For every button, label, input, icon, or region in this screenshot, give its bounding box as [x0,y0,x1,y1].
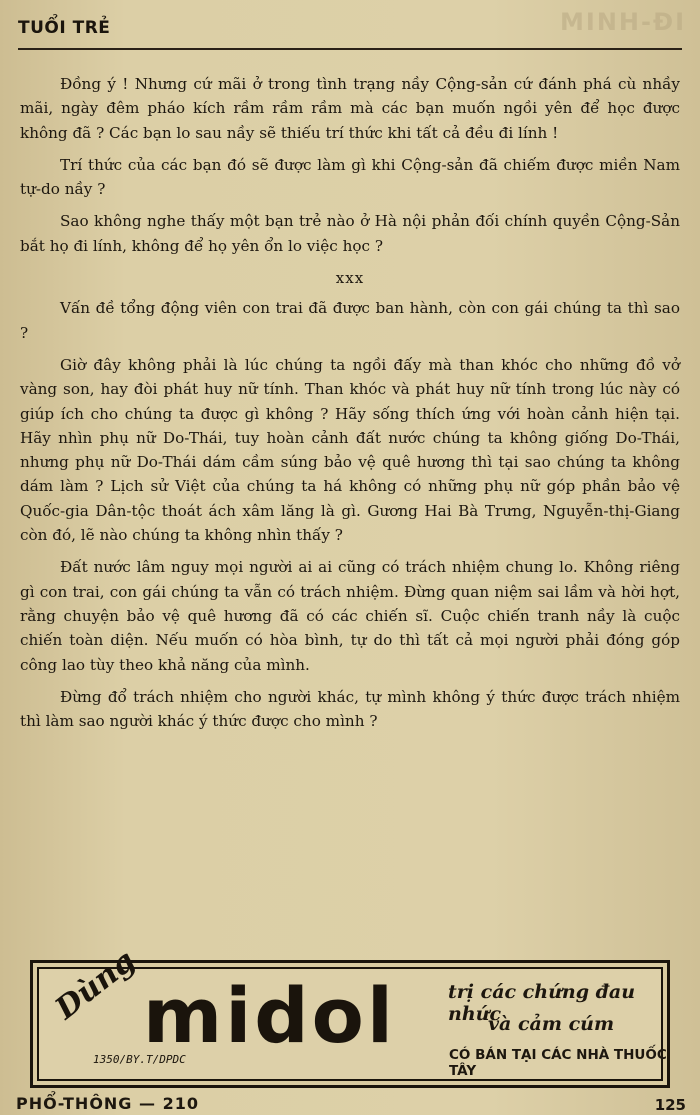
ad-availability: CÓ BÁN TẠI CÁC NHÀ THUỐC TÂY [449,1047,667,1079]
paragraph-2: Trí thức của các bạn đó sẽ được làm gì khi Cộng-sản đã chiếm được miền Nam tự-do nầy ? [20,155,680,199]
header-rule [18,48,682,50]
paragraph-7: Đừng đổ trách nhiệm cho người khác, tự mình không ý thức được trách nhiệm thì làm sao người khác ý thức được cho mình ? [20,687,680,731]
page-number: 125 [654,1096,686,1114]
ad-license-code: 1350/BY.T/DPDC [93,1053,186,1066]
ad-brand-logo: midol [143,971,396,1060]
paragraph-3: Sao không nghe thấy một bạn trẻ nào ở Hà nội phản đối chính quyền Cộng-Sản bắt họ đi lính, không để họ yên ổn lo việc học ? [20,212,680,255]
ad-tagline-1: trị các chứng đau nhức [448,981,636,1025]
paragraph-1: Đồng ý ! Nhưng cứ mãi ở trong tình trạng nầy Cộng-sản cứ đánh phá cù nhầy mãi, ngày đêm pháo kích rầm rầm rầm mà các bạn muốn ngồi yên để học được không đã ? Các bạn lo sau nầy sẽ thiếu trí thức khi tất cả đều đi lính ! [20,75,680,142]
footer-publication: PHỔ-THÔNG — 210 [16,1094,199,1113]
paragraph-6: Đất nước lâm nguy mọi người ai ai cũng có trách nhiệm chung lo. Không riêng gì con trai, con gái chúng ta vẫn có trách nhiệm. Đừng quan niệm sai lầm và hời hợt, rằng chuyện bảo vệ quê hương đã có các chiến sĩ. Cuộc chiến tranh nầy là cuộc chiến toàn diện. Nếu muốn có hòa bình, tự do thì tất cả mọi người phải đóng góp công lao tùy theo khả năng của mình. [20,558,680,674]
bleed-through-text: MINH-ĐI [560,8,686,36]
article-body [20,72,680,741]
ad-use-label: Dùng [49,943,142,1027]
paragraph-4: Vấn đề tổng động viên con trai đã được ban hành, còn con gái chúng ta thì sao ? [20,299,680,342]
ad-tagline-2: và cảm cúm [488,1013,615,1035]
midol-advertisement [30,943,670,1088]
paragraph-5: Giờ đây không phải là lúc chúng ta ngồi đấy mà than khóc cho những đồ vở vàng son, hay đòi phát huy nữ tính. Than khóc và phát huy nữ tính trong lúc này có giúp ích cho chúng ta được gì không ? Hãy sống thích ứng với hoàn cảnh hiện tại. Hãy nhìn phụ nữ Do-Thái, tuy hoàn cảnh đất nước chúng ta không giống Do-Thái, nhưng phụ nữ Do-Thái dám cầm súng bảo vệ quê hương thì tại sao chúng ta không dám làm ? Lịch sử Việt của chúng ta há không có những phụ nữ góp phần bảo vệ Quốc-gia Dân-tộc thoát ách xâm lăng là gì. Gương Hai Bà Trưng, Nguyễn-thị-Giang còn đó, lẽ nào chúng ta không nhìn thấy ? [20,355,680,545]
section-title: TUỔI TRẺ [18,18,111,38]
section-separator: xxx [335,269,365,288]
